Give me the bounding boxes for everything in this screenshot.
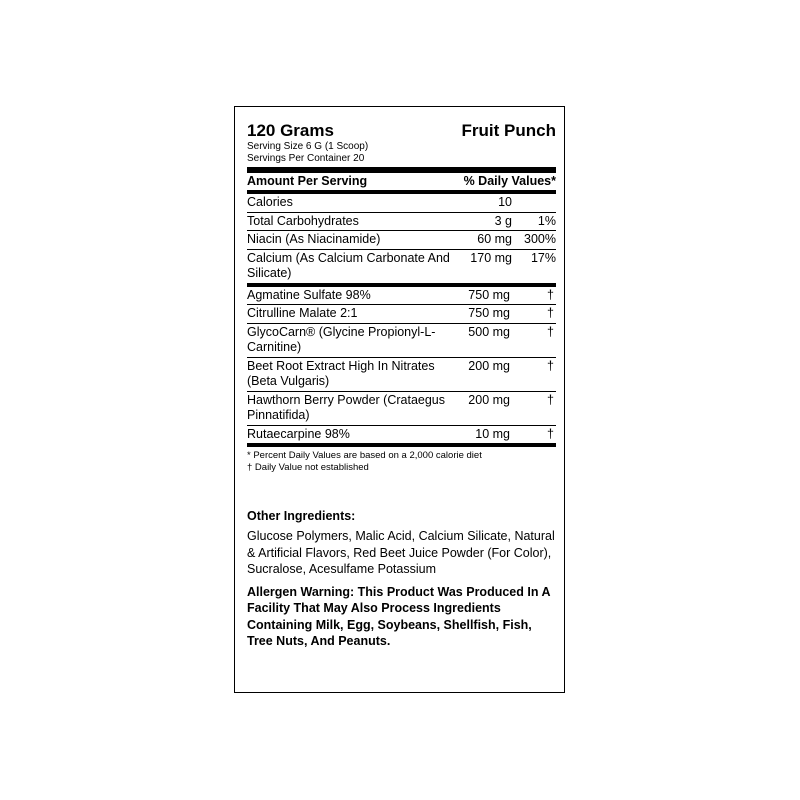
other-ingredients-heading: Other Ingredients: bbox=[247, 509, 356, 523]
nutrient-dv: 1% bbox=[537, 213, 556, 228]
label-header bbox=[247, 119, 556, 141]
ingredient-row bbox=[247, 287, 556, 305]
nutrient-row bbox=[247, 194, 556, 212]
column-header bbox=[247, 173, 556, 190]
serving-size: Serving Size 6 G (1 Scoop) bbox=[247, 141, 369, 152]
ingredient-dv: † bbox=[547, 426, 554, 441]
nutrient-list bbox=[247, 194, 556, 283]
facts-panel bbox=[247, 119, 556, 474]
nutrient-dv: 300% bbox=[524, 232, 556, 246]
nutrient-dv: 17% bbox=[530, 250, 556, 265]
nutrient-name: Calcium (As Calcium Carbonate And Silicate) bbox=[247, 250, 450, 280]
nutrient-name: Niacin (As Niacinamide) bbox=[247, 232, 381, 246]
ingredient-name: Citrulline Malate 2:1 bbox=[247, 306, 358, 320]
nutrient-row bbox=[247, 249, 556, 283]
ingredient-row bbox=[247, 391, 556, 425]
ingredient-name: Agmatine Sulfate 98% bbox=[247, 287, 371, 302]
ingredient-amount: 500 mg bbox=[468, 324, 510, 339]
flavor-name: Fruit Punch bbox=[461, 121, 556, 140]
servings-per-container: Servings Per Container 20 bbox=[247, 153, 365, 164]
ingredient-dv: † bbox=[547, 392, 554, 407]
container-size: 120 Grams bbox=[247, 121, 334, 140]
ingredient-amount: 200 mg bbox=[468, 392, 510, 407]
ingredient-dv: † bbox=[547, 358, 554, 373]
ingredient-row bbox=[247, 425, 556, 444]
footnote-not-established: † Daily Value not established bbox=[247, 462, 369, 473]
nutrient-amount: 3 g bbox=[494, 213, 512, 228]
nutrient-row bbox=[247, 230, 556, 249]
nutrient-name: Calories bbox=[247, 195, 293, 209]
ingredient-amount: 750 mg bbox=[468, 306, 510, 320]
ingredient-dv: † bbox=[547, 287, 554, 302]
amount-header: Amount Per Serving bbox=[247, 174, 368, 188]
ingredient-amount: 10 mg bbox=[475, 426, 510, 441]
ingredient-row bbox=[247, 323, 556, 357]
ingredient-row bbox=[247, 304, 556, 323]
ingredient-name: GlycoCarn® (Glycine Propionyl-L-Carnitine) bbox=[247, 324, 436, 354]
ingredient-dv: † bbox=[547, 306, 554, 320]
nutrient-row bbox=[247, 212, 556, 231]
other-ingredients-section bbox=[247, 509, 556, 650]
other-ingredients-text: Glucose Polymers, Malic Acid, Calcium Silicate, Natural & Artificial Flavors, Red Beet Juice Powder (For Color), Sucralose, Acesulfame Potassium bbox=[247, 529, 555, 576]
ingredient-list bbox=[247, 287, 556, 444]
ingredient-dv: † bbox=[547, 324, 554, 339]
ingredient-name: Beet Root Extract High In Nitrates (Beta Vulgaris) bbox=[247, 358, 435, 388]
divider-medium bbox=[247, 443, 556, 447]
nutrient-amount: 10 bbox=[498, 195, 512, 209]
dv-header: % Daily Values* bbox=[463, 174, 556, 188]
ingredient-row bbox=[247, 357, 556, 391]
allergen-warning: Allergen Warning: This Product Was Produced In A Facility That May Also Process Ingredients Containing Milk, Egg, Soybeans, Shellfish, Fish, Tree Nuts, And Peanuts. bbox=[247, 584, 551, 648]
footnote-daily-values: * Percent Daily Values are based on a 2,000 calorie diet bbox=[247, 450, 482, 461]
ingredient-amount: 750 mg bbox=[468, 287, 510, 302]
nutrient-amount: 60 mg bbox=[477, 232, 512, 246]
supplement-facts-label bbox=[234, 106, 565, 693]
ingredient-amount: 200 mg bbox=[468, 358, 510, 373]
nutrient-name: Total Carbohydrates bbox=[247, 213, 359, 228]
ingredient-name: Rutaecarpine 98% bbox=[247, 426, 350, 441]
nutrient-dv bbox=[518, 195, 556, 211]
ingredient-name: Hawthorn Berry Powder (Crataegus Pinnatifida) bbox=[247, 392, 445, 422]
nutrient-amount: 170 mg bbox=[470, 250, 512, 265]
